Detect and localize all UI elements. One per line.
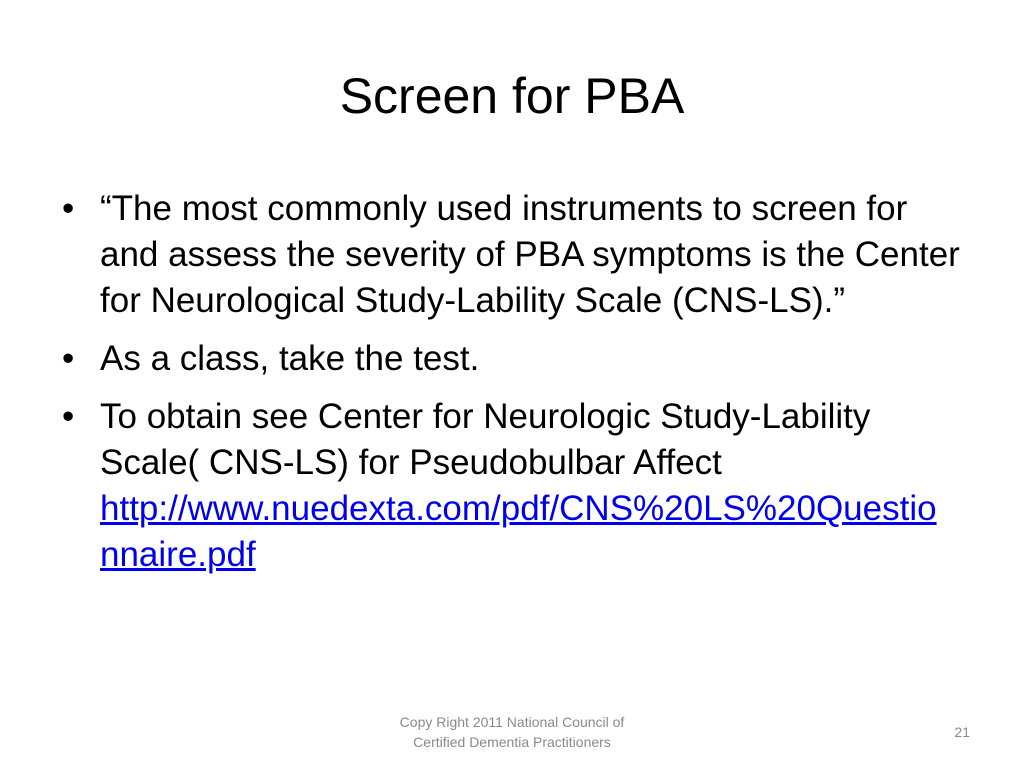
bullet-item-1 [62,186,962,324]
bullet-text: To obtain see Center for Neurologic Study-Lability Scale( CNS-LS) for Pseudobulbar Affect [100,397,871,482]
bullet-dot-icon: • [62,189,75,228]
bullet-item-3 [62,394,962,578]
bullet-text: “The most commonly used instruments to screen for and assess the severity of PBA symptoms is the Center for Neurological Study-Lability Scale (CNS-LS).” [100,189,960,320]
questionnaire-link[interactable]: http://www.nuedexta.com/pdf/CNS%20LS%20Questionnaire.pdf [100,489,937,574]
bullet-dot-icon: • [62,397,75,436]
bullet-text: As a class, take the test. [100,339,480,378]
footer-line-2: Certified Dementia Practitioners [413,734,611,750]
bullet-list [62,186,962,590]
slide-title: Screen for PBA [339,68,685,124]
bullet-item-2 [62,336,962,382]
page-number: 21 [954,724,970,740]
footer-line-1: Copy Right 2011 National Council of [399,714,625,730]
footer-copyright [362,712,662,752]
bullet-dot-icon: • [62,339,75,378]
